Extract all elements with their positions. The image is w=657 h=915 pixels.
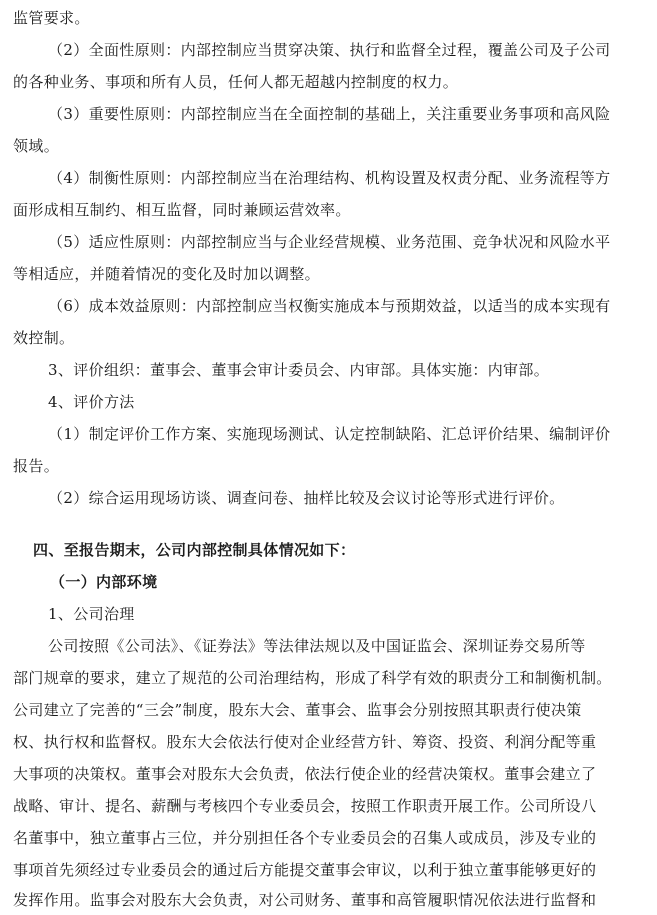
- principle-importance: （3）重要性原则：内部控制应当在全面控制的基础上，关注重要业务事项和高风险: [48, 105, 611, 123]
- evaluation-method-heading: 4、评价方法: [48, 393, 135, 411]
- section-heading-four: 四、至报告期末，公司内部控制具体情况如下：: [33, 541, 356, 559]
- principle-checks-balances: （4）制衡性原则：内部控制应当在治理结构、机构设置及权责分配、业务流程等方: [48, 169, 611, 187]
- text-line: 等相适应，并随着情况的变化及时加以调整。: [13, 265, 321, 283]
- paragraph-line: 战略、审计、提名、薪酬与考核四个专业委员会，按照工作职责开展工作。公司所设八: [13, 797, 597, 815]
- evaluation-method-1: （1）制定评价工作方案、实施现场测试、认定控制缺陷、汇总评价结果、编制评价: [48, 425, 611, 443]
- text-line: 面形成相互制约、相互监督，同时兼顾运营效率。: [13, 201, 351, 219]
- paragraph-line: 发挥作用。监事会对股东大会负责，对公司财务、董事和高管履职情况依法进行监督和: [13, 891, 597, 909]
- subsection-heading-internal-environment: （一）内部环境: [50, 573, 158, 591]
- paragraph-line: 名董事中，独立董事占三位，并分别担任各个专业委员会的召集人或成员，涉及专业的: [13, 829, 597, 847]
- paragraph-line: 大事项的决策权。董事会对股东大会负责，依法行使企业的经营决策权。董事会建立了: [13, 765, 597, 783]
- paragraph-line: 部门规章的要求，建立了规范的公司治理结构，形成了科学有效的职责分工和制衡机制。: [13, 669, 612, 687]
- text-line: 领域。: [13, 137, 60, 155]
- evaluation-method-2: （2）综合运用现场访谈、调查问卷、抽样比较及会议讨论等形式进行评价。: [48, 489, 565, 507]
- paragraph-line: 公司按照《公司法》、《证券法》等法律法规以及中国证监会、深圳证券交易所等: [48, 637, 586, 655]
- paragraph-line: 事项首先须经过专业委员会的通过后方能提交董事会审议，以利于独立董事能够更好的: [13, 861, 597, 879]
- text-line: 报告。: [13, 457, 60, 475]
- evaluation-organization: 3、评价组织：董事会、董事会审计委员会、内审部。具体实施：内审部。: [48, 361, 550, 379]
- paragraph-line: 公司建立了完善的“三会”制度，股东大会、董事会、监事会分别按照其职责行使决策: [13, 701, 582, 719]
- text-line: 的各种业务、事项和所有人员，任何人都无超越内控制度的权力。: [13, 73, 459, 91]
- item-heading-corporate-governance: 1、公司治理: [48, 605, 135, 623]
- paragraph-line: 权、执行权和监督权。股东大会依法行使对企业经营方针、筹资、投资、利润分配等重: [13, 733, 597, 751]
- text-line: 效控制。: [13, 329, 75, 347]
- principle-cost-benefit: （6）成本效益原则：内部控制应当权衡实施成本与预期效益，以适当的成本实现有: [48, 297, 611, 315]
- principle-comprehensive: （2）全面性原则：内部控制应当贯穿决策、执行和监督全过程，覆盖公司及子公司: [48, 41, 611, 59]
- principle-adaptability: （5）适应性原则：内部控制应当与企业经营规模、业务范围、竞争状况和风险水平: [48, 233, 611, 251]
- text-line: 监管要求。: [13, 9, 90, 27]
